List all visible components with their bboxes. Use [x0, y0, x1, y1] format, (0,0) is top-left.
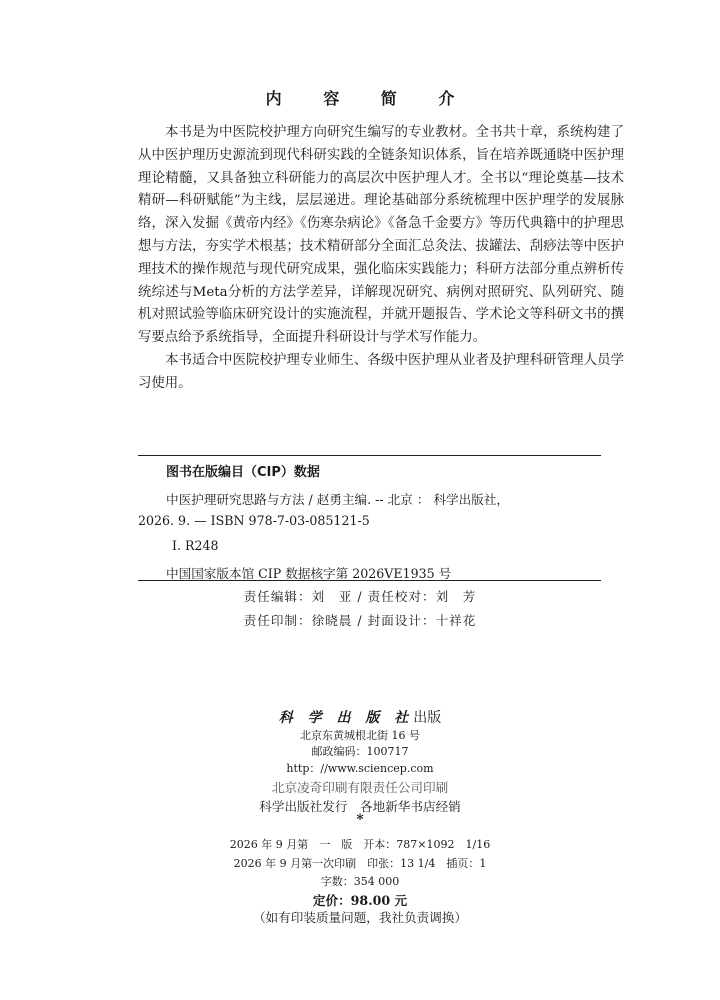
quality-notice: （如有印装质量问题，我社负责调换） — [252, 910, 468, 925]
cip-heading: 图书在版编目（CIP）数据 — [166, 465, 320, 480]
cip-top-rule — [138, 455, 601, 456]
cip-line-classification: Ⅰ. R248 — [172, 538, 219, 553]
page-title: 内 容 简 介 — [265, 89, 473, 108]
separator-asterisk: * — [356, 812, 364, 828]
summary-paragraph-1: 本书是为中医院校护理方向研究生编写的专业教材。全书共十章，系统构建了从中医护理历史源流到现代科研实践的全链条知识体系，旨在培养既通晓中医护理理论精髓，又具备独立科研能力的高层次中医护理人才。全书以“理论奠基—技术精研—科研赋能”为主线，层层递进。理论基础部分系统梳理中医护理学的发展脉络，深入发掘《黄帝内经》《伤寒杂病论》《备急千金要方》等历代典籍中的护理思想与方法，夯实学术根基；技术精研部分全面汇总灸法、拔罐法、刮痧法等中医护理技术的操作规范与现代研究成果，强化临床实践能力；科研方法部分重点辨析传统综述与Meta分析的方法学差异，详解现况研究、病例对照研究、队列研究、随机对照试验等临床研究设计的实施流程，并就开题报告、学术论文等科研文书的撰写要点给予系统指导，全面提升科研设计与学术写作能力。 — [138, 125, 624, 346]
cip-line-isbn: 2026. 9. — ISBN 978-7-03-085121-5 — [138, 513, 370, 528]
summary-paragraph-2: 本书适合中医院校护理专业师生、各级中医护理从业者及护理科研管理人员学习使用。 — [138, 352, 624, 391]
content-summary — [138, 122, 624, 396]
cip-line-record-number: 中国国家版本馆 CIP 数据核字第 2026VE1935 号 — [166, 566, 452, 581]
word-count: 字数：354 000 — [320, 875, 400, 888]
cip-bottom-rule — [138, 580, 601, 581]
website: http：//www.sciencep.com — [286, 762, 434, 775]
distribution: 科学出版社发行 各地新华书店经销 — [259, 799, 461, 814]
postcode: 邮政编码：100717 — [311, 745, 409, 758]
price: 定价：98.00 元 — [312, 893, 408, 908]
publisher-suffix: 出版 — [413, 710, 442, 726]
printer: 北京凌奇印刷有限责任公司印刷 — [271, 780, 449, 795]
credits-production: 责任印制：徐晓晨 / 封面设计：十祥花 — [243, 613, 477, 628]
publisher-name: 科 学 出 版 社 — [278, 710, 414, 726]
publisher-address: 北京东黄城根北街 16 号 — [300, 729, 420, 742]
cip-line-title: 中医护理研究思路与方法 / 赵勇主编. -- 北京 ： 科学出版社， — [166, 492, 510, 507]
credits-editors: 责任编辑：刘 亚 / 责任校对：刘 芳 — [243, 589, 477, 604]
edition-info: 2026 年 9 月第 一 版 开本：787×1092 1/16 — [229, 838, 491, 851]
publisher-line — [0, 707, 720, 727]
printing-info: 2026 年 9 月第一次印刷 印张：13 1/4 插页：1 — [233, 857, 487, 870]
